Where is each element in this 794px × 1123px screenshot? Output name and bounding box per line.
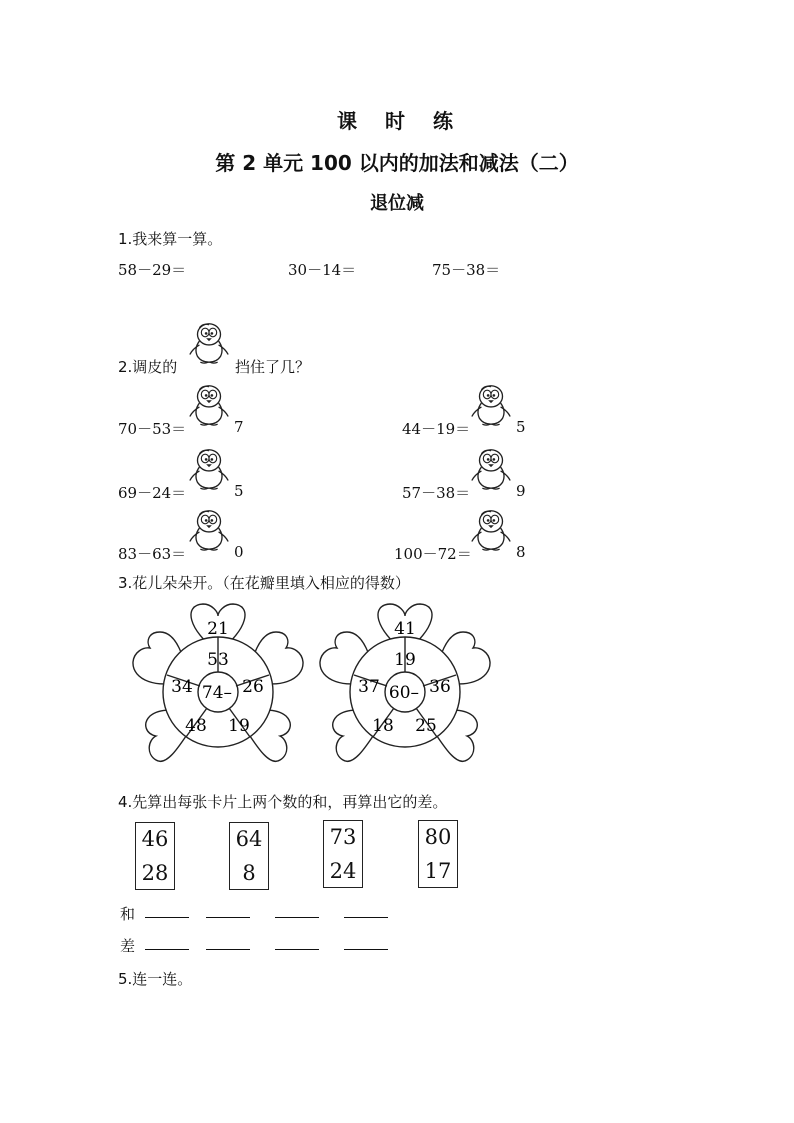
flower-1-center: 74– <box>201 683 233 703</box>
number-card <box>135 822 175 890</box>
q1-expr-1: 58－29＝ <box>118 261 187 279</box>
flower-2 <box>315 600 495 780</box>
flower-2-inner-5: 37 <box>358 677 380 697</box>
unit-title: 第 2 单元 100 以内的加法和减法（二） <box>215 151 579 175</box>
penguin-icon <box>468 446 514 492</box>
q2-tail-2: 5 <box>516 418 526 436</box>
penguin-icon <box>186 507 232 553</box>
diff-label: 差 <box>120 937 136 955</box>
page-title: 课 时 练 <box>337 109 457 133</box>
flower-1 <box>128 600 308 780</box>
flower-1-inner-4: 48 <box>185 716 207 736</box>
q2-tail-1: 7 <box>234 418 244 436</box>
flower-1-top: 21 <box>207 619 229 639</box>
q2-tail-4: 9 <box>516 482 526 500</box>
card-number-top: 64 <box>235 827 263 851</box>
penguin-icon <box>468 507 514 553</box>
flower-2-inner-2: 36 <box>429 677 451 697</box>
penguin-icon <box>186 320 232 366</box>
diff-blank[interactable] <box>206 949 250 950</box>
q2-expr-6: 100－72＝ <box>394 545 472 563</box>
card-number-top: 80 <box>424 825 452 849</box>
q2-expr-5: 83－63＝ <box>118 545 187 563</box>
card-number-bottom: 28 <box>141 861 169 885</box>
q1-label: 1.我来算一算。 <box>118 230 223 248</box>
sum-blank[interactable] <box>206 917 250 918</box>
q1-expr-3: 75－38＝ <box>432 261 501 279</box>
q5-label: 5.连一连。 <box>118 970 193 988</box>
topic-title: 退位减 <box>370 193 424 214</box>
q2-expr-1: 70－53＝ <box>118 420 187 438</box>
diff-blank[interactable] <box>145 949 189 950</box>
q2-expr-2: 44－19＝ <box>402 420 471 438</box>
q2-tail-5: 0 <box>234 543 244 561</box>
penguin-icon <box>186 382 232 428</box>
q2-tail-6: 8 <box>516 543 526 561</box>
q2-expr-4: 57－38＝ <box>402 484 471 502</box>
number-card <box>229 822 269 890</box>
number-card <box>323 820 363 888</box>
flower-2-top: 41 <box>394 619 416 639</box>
sum-blank[interactable] <box>344 917 388 918</box>
flower-2-inner-1: 19 <box>394 650 416 670</box>
flower-2-center: 60– <box>388 683 420 703</box>
penguin-icon <box>468 382 514 428</box>
number-card <box>418 820 458 888</box>
card-number-top: 46 <box>141 827 169 851</box>
flower-1-inner-1: 53 <box>207 650 229 670</box>
sum-label: 和 <box>120 905 136 923</box>
flower-1-inner-3: 19 <box>228 716 250 736</box>
flower-1-inner-2: 26 <box>242 677 264 697</box>
card-number-bottom: 24 <box>329 859 357 883</box>
q2-suffix: 挡住了几？ <box>235 358 311 376</box>
q1-expr-2: 30－14＝ <box>288 261 357 279</box>
q3-label: 3.花儿朵朵开。（在花瓣里填入相应的得数） <box>118 574 410 592</box>
sum-blank[interactable] <box>275 917 319 918</box>
penguin-icon <box>186 446 232 492</box>
flower-1-inner-5: 34 <box>171 677 193 697</box>
card-number-bottom: 8 <box>242 861 256 885</box>
q4-label: 4.先算出每张卡片上两个数的和，再算出它的差。 <box>118 793 448 811</box>
diff-blank[interactable] <box>344 949 388 950</box>
q2-tail-3: 5 <box>234 482 244 500</box>
diff-blank[interactable] <box>275 949 319 950</box>
flower-2-inner-3: 25 <box>415 716 437 736</box>
flower-2-inner-4: 18 <box>372 716 394 736</box>
sum-blank[interactable] <box>145 917 189 918</box>
q2-prefix: 2.调皮的 <box>118 358 178 376</box>
card-number-top: 73 <box>329 825 357 849</box>
card-number-bottom: 17 <box>424 859 452 883</box>
q2-expr-3: 69－24＝ <box>118 484 187 502</box>
